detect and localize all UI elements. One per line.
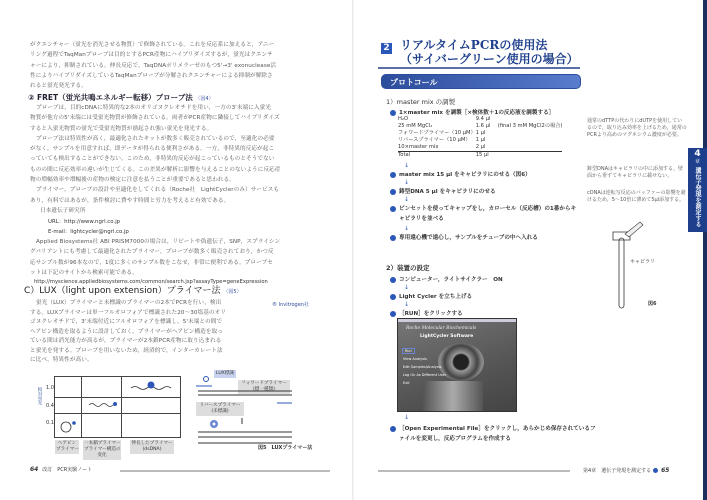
intro-paragraph: がクエンチャー（蛍光を消光させる物質）で修飾されている。これを反応系に加えると，アニー リング過程でTaqManプローブは目的とするPCR産物にハイブリダイズするが，蛍光はクエンチ ャーにより，抑制されている。伸長反応で，TaqDNAポリメラーゼのもつ5'→3' exonuclease活 性によりハイブリダイズしているTaqManプローブが分解されクエンチャーによる抑制が解除さ れると蛍光発光する。: [30, 42, 277, 90]
arrow-down-icon: ↓: [404, 301, 410, 308]
note-3: cDNAは逆転写反応のバッファーの影響を避けるため，5～10倍に薄めて5μl添加する。: [587, 190, 686, 203]
lux-fluorescence-grid: [54, 376, 181, 438]
table-row: H₂O 9.4 μl: [398, 116, 491, 122]
y-tick: 0.1: [46, 420, 54, 426]
table-row: フォワードプライマー（10 μM） 1 μl: [398, 130, 486, 136]
section-number: 2: [381, 43, 392, 54]
abi-url[interactable]: http://myscience.appliedbiosystems.com/common/search.jsp?assayType=geneExpression: [34, 279, 268, 285]
table-row: 10×master mix 2 μl: [398, 144, 562, 152]
lux-badge: LUX標識: [215, 371, 235, 376]
chapter-tab[interactable]: [688, 148, 707, 232]
table-row: Total 15 μl: [398, 152, 489, 158]
capillary-label: キャピラリ: [630, 259, 656, 265]
chapter-unit: 章: [694, 159, 700, 165]
step-8: ［RUN］をクリックする: [390, 309, 463, 317]
lux-paragraph: 蛍光（LUX）プライマーと未標識のプライマーの2本でPCRを行い，検出 する。LUXプライマーは単一フルオロフォアで標識された20～30塩基のオリ ゴヌクレオチドで，3'末端付近にフルオロフォアを標識し，5'末端との間で ヘアピン構造を取るように設計しておく。プライマーがヘアピン構造を取っ ている間は消光能力が高るが，プライマーが2本鎖PCR産物に取り込まれる と蛍光を発する。プローブを用いないため，経済的で，インターカレート法 に比べ，特異性が高い。: [30, 300, 227, 363]
menu-view-analysis[interactable]: View Analysis: [403, 357, 427, 361]
arrow-down-icon: ↓: [404, 179, 410, 186]
lux-diagram-marks: [55, 377, 180, 437]
lux-scheme-diagram: [192, 374, 312, 454]
step-5: 専用遠心機で遠心し，サンプルをチューブの中へ入れる: [390, 233, 538, 241]
table-row: 25 mM MgCl₂ 1.6 μl (final 3 mM MgCl2の場合): [398, 123, 563, 129]
instrument-base: [423, 381, 483, 411]
lux-heading: C）LUX（light upon extension）プライマー法 〈図5〉: [24, 286, 242, 296]
step-6: コンピューター，ライトサイクラー ON: [390, 275, 503, 283]
step-1: 1×master mix を調製［×検体数＋1の反応液を調製する］: [390, 108, 554, 116]
x-label-hairpin: ヘアピン プライマー: [56, 441, 79, 452]
page-gutter: [352, 0, 354, 500]
invitrogen-note: ® Invitrogen社: [272, 302, 309, 308]
step-3: 鋳型DNA 5 μl をキャピラリにのせる: [390, 187, 496, 195]
step-2: master mix 15 μl をキャピラリにのせる（図6）: [390, 170, 531, 178]
section-title: リアルタイムPCRの使用法 （サイバーグリーン使用の場合）: [400, 38, 579, 66]
x-label-single-strand: 一本鎖プライマー プライマー構造の 変化: [84, 441, 121, 458]
figure5-caption: 図5 LUXプライマー法: [258, 445, 313, 451]
arrow-down-icon: ↓: [404, 162, 410, 169]
subsection-instrument: 2）装置の設定: [386, 264, 430, 272]
note-1: 通常のdTTPの代わりにdUTPを使用しているので，取り込み効率を上げるため，通常のPCRより高めのマグネシウム濃度が必要。: [587, 118, 687, 138]
fret-paragraph: プローブは，目的cDNAに特異的な2本のオリゴヌクレオチドを用い，一方の3'末端に入蛍光 物質が他方の5'末端には受蛍光物質が修飾されている。両者がPCR産物に隣接してハイブリダイズ すると入蛍光物質の蛍光で受蛍光物質が励起され強い蛍光を発光する。 プローブ法は特異性が高く，最適化されたキットが数多く販売されているので，至適化の必要 がなく，サンプルを用意すれば，即データが得られる便利さがある。一方，非特異的反応が起こ っていても検出することができない。このため，非特異的反応が起こっているものとそうでない ものの間に反応効率の違いが生じてくる。この差異が解析に影響を与えることのないように反応産 物の増幅効率や増幅後の産物の検定に注意を払うことが重要であると思われる。 プライマー，プローブの設計や至適化をしてくれる（Roche社 LightCyclerのみ）サービスも あり，有料ではあるが，条件検討に費やす時間と労力を考えると有効である。: [30, 105, 281, 204]
menu-edit-samples[interactable]: Edit Samples/Analysis: [403, 365, 442, 369]
protocol-banner: プロトコール: [381, 74, 581, 89]
institute-url[interactable]: URL：http://www.ngrl.co.jp: [48, 219, 121, 225]
arrow-down-icon: ↓: [404, 284, 410, 291]
y-axis-label: 相対蛍光: [37, 387, 42, 405]
lightcycler-screenshot: [397, 318, 517, 412]
menu-exit[interactable]: Exit: [403, 381, 410, 385]
figure6-caption: 図6: [648, 301, 657, 307]
subsection-master-mix: 1）master mix の調製: [386, 98, 456, 106]
left-footer-rule: [120, 470, 330, 472]
step-7: Light Cycler を立ち上げる: [390, 292, 472, 300]
y-tick: 1.0: [46, 385, 54, 391]
left-footer: 64 改訂 PCR実験ノート: [30, 466, 93, 473]
capillary-illustration: [605, 220, 655, 310]
chapter-number: 4: [694, 149, 701, 159]
chapter-title: 遺伝子発現を測定する: [694, 167, 701, 227]
bullet-icon: [653, 468, 658, 473]
institute-email[interactable]: E-mail：lightcycler@ngrl.co.jp: [48, 229, 129, 235]
institute-name: 日本遺伝子研究所: [40, 208, 86, 214]
master-mix-table: [398, 116, 562, 159]
brand-label: Roche Molecular Biochemicals: [406, 326, 477, 331]
menu-log-on[interactable]: Log On As Different User: [403, 373, 447, 377]
note-2: 鋳型DNAはキャピラリの中に添加する。壁面から垂ずてキャピラリに載せない。: [587, 166, 684, 179]
right-footer: 第4章 遺伝子発現を測定する 65: [583, 467, 670, 474]
table-row: リバースプライマー（10 μM） 1 μl: [398, 137, 486, 143]
x-label-extended: 伸長したプライマー (dsDNA): [131, 441, 173, 452]
right-footer-rule: [378, 470, 570, 472]
arrow-down-icon: ↓: [404, 196, 410, 203]
page-edge-bar: [703, 0, 707, 500]
arrow-down-icon: ↓: [404, 414, 410, 421]
product-label: LightCycler Software: [420, 334, 474, 339]
fret-heading: ② FRET（蛍光共鳴エネルギー転移）プローブ法 〈図4〉: [28, 93, 214, 102]
y-tick: 0.4: [46, 403, 54, 409]
title-rule: [378, 67, 580, 69]
forward-primer-label: フォワードプライマー (標一種類): [238, 380, 290, 394]
reverse-primer-label: リバースプライマー (未標識): [196, 402, 244, 416]
step-4: ピンセットを使ってキャップをし，カローセル（反応槽）の1番からキ ャピラリを並べる: [390, 204, 576, 224]
abi-paragraph: Applied Biosystems社 ABI PRISM7000の場合は，リピートや偽遺伝子，SNP，スプライシン グバリアントにも考慮して最適化されたプライマー，プローブが数多く販売されており，かつ反 応サンプル数が96本なので，1度に多くのサンプル数をこなせ，非常に便利である。プローブセ ットは下記のサイトから検索可能である。: [30, 239, 281, 276]
window-titlebar: [398, 319, 516, 322]
step-9: ［Open Experimental File］をクリックし，あらかじめ保存されているフ ァイルを変更し，反応プログラムを作成する: [390, 424, 596, 444]
menu-run[interactable]: Run: [402, 348, 415, 354]
arrow-down-icon: ↓: [404, 225, 410, 232]
